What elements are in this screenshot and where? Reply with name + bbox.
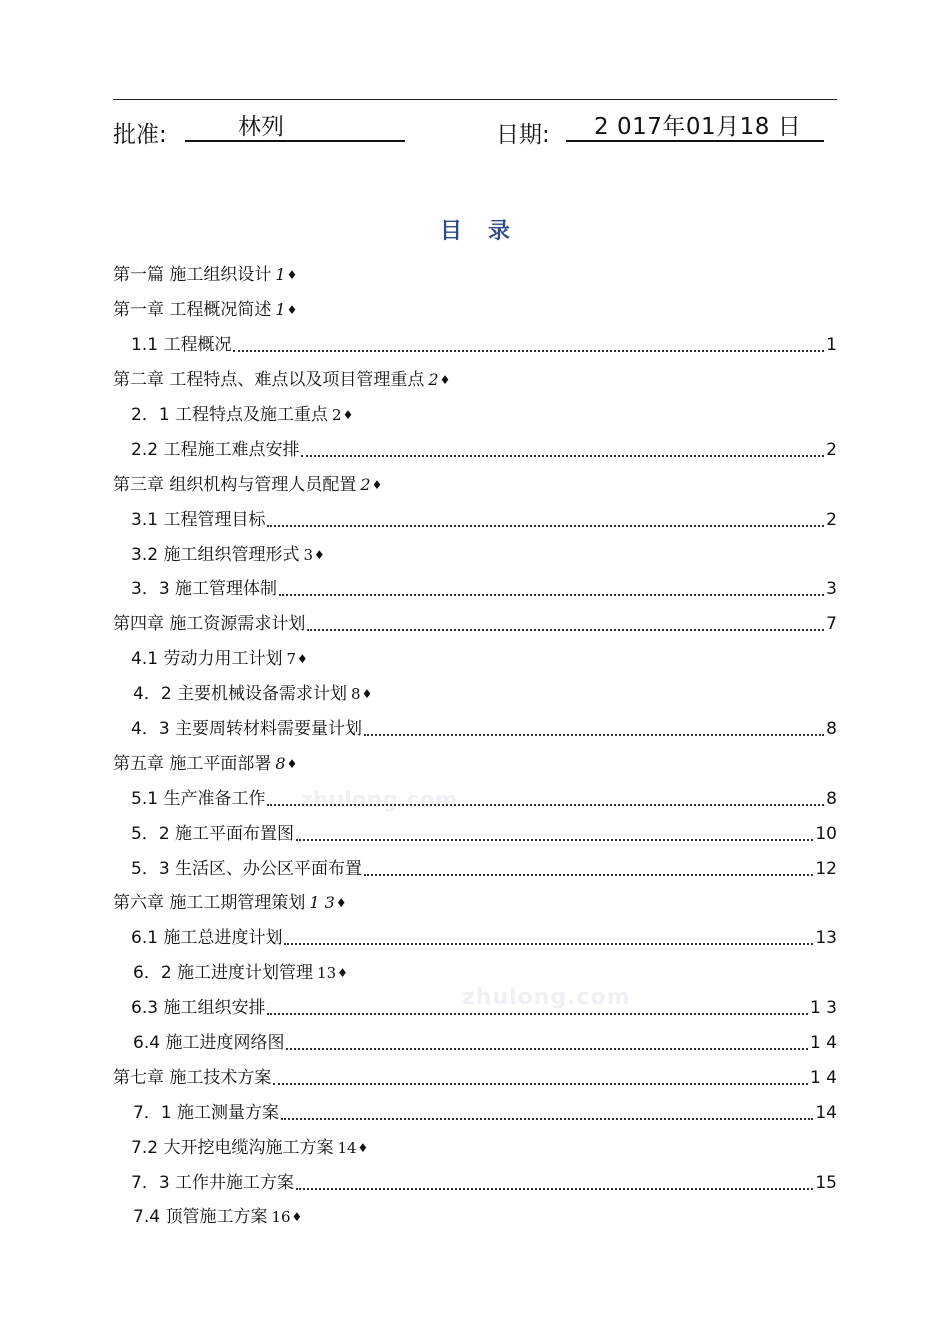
- toc-entry-page: 1 3: [809, 998, 837, 1019]
- field-marker-icon: ♦: [371, 477, 383, 492]
- approve-label: 批准:: [113, 122, 167, 148]
- toc-entry[interactable]: [113, 1165, 837, 1200]
- toc-entry[interactable]: [113, 1026, 837, 1061]
- watermark: zhulong.com: [462, 985, 631, 1010]
- toc-entry-page: 2: [826, 509, 837, 530]
- toc-leader-dots: [301, 455, 824, 457]
- toc-entry[interactable]: [113, 1095, 837, 1130]
- toc-leader-dots: [296, 839, 813, 841]
- header-rule: [113, 99, 837, 100]
- toc-entry-title: 7.4 顶管施工方案: [133, 1207, 268, 1228]
- toc-entry[interactable]: [113, 851, 837, 886]
- toc-entry-page: 12: [815, 858, 837, 879]
- field-marker-icon: ♦: [297, 652, 308, 667]
- toc-entry[interactable]: [113, 1130, 837, 1165]
- toc-entry-page: 8: [351, 685, 361, 704]
- toc-leader-dots: [284, 943, 813, 945]
- toc-entry-page: 2: [826, 439, 837, 460]
- toc-entry-title: 第一篇 施工组织设计: [113, 265, 272, 286]
- toc-entry[interactable]: [113, 956, 837, 991]
- toc-entry[interactable]: [113, 363, 837, 398]
- toc-entry-title: 第七章 施工技术方案: [113, 1067, 272, 1088]
- toc-entry-title: 4．3 主要周转材料需要量计划: [131, 719, 363, 740]
- toc-entry-page: 2: [428, 370, 439, 390]
- toc-entry-page: 1: [275, 265, 286, 285]
- toc-entry[interactable]: [113, 607, 837, 642]
- toc-leader-dots: [281, 1118, 813, 1120]
- toc-entry[interactable]: [113, 1200, 837, 1235]
- toc-entry[interactable]: [113, 467, 837, 502]
- toc-entry[interactable]: [113, 502, 837, 537]
- toc-entry[interactable]: [113, 712, 837, 747]
- toc-entry-page: 16: [271, 1208, 291, 1227]
- toc-entry-title: 6．2 施工进度计划管理: [133, 963, 314, 984]
- toc-entry[interactable]: [113, 642, 837, 677]
- toc-entry[interactable]: [113, 432, 837, 467]
- toc-entry-page: 1 4: [809, 1033, 837, 1054]
- field-marker-icon: ♦: [357, 1140, 369, 1155]
- toc-entry-title: 7．3 工作井施工方案: [131, 1172, 295, 1193]
- field-marker-icon: ♦: [291, 1210, 303, 1225]
- approval-row: [113, 112, 837, 152]
- toc-title: 目录: [439, 219, 536, 244]
- toc-entry-title: 3.1 工程管理目标: [131, 509, 266, 530]
- toc-entry-title: 第六章 施工工期管理策划: [113, 893, 306, 914]
- toc-entry[interactable]: [113, 1060, 837, 1095]
- toc-entry-page: 1: [275, 300, 286, 320]
- toc-entry[interactable]: [113, 293, 837, 328]
- date-label: 日期:: [496, 122, 550, 148]
- toc-entry-title: 6.1 施工总进度计划: [131, 928, 283, 949]
- field-marker-icon: ♦: [342, 408, 354, 422]
- toc-entry-title: 4.1 劳动力用工计划: [131, 649, 283, 670]
- toc-entry-title: 3．3 施工管理体制: [131, 579, 278, 600]
- toc-entry[interactable]: [113, 886, 837, 921]
- toc-entry[interactable]: [113, 677, 837, 712]
- date-value: 2 017年01月18 日: [566, 112, 824, 142]
- toc-leader-dots: [267, 525, 824, 527]
- toc-entry[interactable]: [113, 398, 837, 433]
- toc-entry-title: 7．1 施工测量方案: [133, 1102, 280, 1123]
- toc-entry-title: 1.1 工程概况: [131, 335, 232, 356]
- toc-entry-page: 3: [303, 545, 313, 564]
- toc-entry-title: 2．1 工程特点及施工重点: [131, 405, 329, 425]
- toc-leader-dots: [273, 1083, 808, 1085]
- toc-entry-title: 第四章 施工资源需求计划: [113, 614, 306, 635]
- toc-leader-dots: [286, 1048, 808, 1050]
- toc-entry-title: 第五章 施工平面部署: [113, 753, 272, 774]
- toc-entry-page: 14: [815, 1102, 837, 1123]
- toc-entry[interactable]: [113, 328, 837, 363]
- toc-entry-page: 15: [815, 1172, 837, 1193]
- field-marker-icon: ♦: [439, 373, 451, 388]
- toc-leader-dots: [364, 734, 824, 736]
- toc-leader-dots: [364, 874, 813, 876]
- field-marker-icon: ♦: [335, 896, 347, 911]
- field-marker-icon: ♦: [314, 547, 325, 562]
- toc-entry-page: 7: [826, 614, 837, 635]
- toc-entry-title: 4．2 主要机械设备需求计划: [133, 684, 348, 705]
- toc-entry-page: 13: [815, 928, 837, 949]
- toc-entry-title: 6.4 施工进度网络图: [133, 1033, 285, 1054]
- toc-entry-page: 2: [360, 474, 371, 494]
- toc-leader-dots: [267, 804, 824, 806]
- toc-entry-page: 8: [826, 788, 837, 809]
- field-marker-icon: ♦: [286, 268, 298, 283]
- toc-entry[interactable]: [113, 258, 837, 293]
- toc-entry[interactable]: [113, 781, 837, 816]
- field-marker-icon: ♦: [337, 966, 348, 981]
- toc-entry-title: 5．3 生活区、办公区平面布置: [131, 858, 363, 879]
- toc-entry-title: 6.3 施工组织安排: [131, 998, 266, 1019]
- toc-entry-page: 3: [826, 579, 837, 600]
- toc-entry[interactable]: [113, 537, 837, 572]
- toc-entry-title: 5.1 生产准备工作: [131, 788, 266, 809]
- toc-entry-page: 8: [826, 719, 837, 740]
- toc-entry-title: 5．2 施工平面布置图: [131, 823, 295, 844]
- toc-leader-dots: [267, 1013, 808, 1015]
- toc-leader-dots: [233, 350, 824, 352]
- toc-entry-page: 1 3: [309, 893, 335, 913]
- toc-entry-page: 7: [286, 650, 296, 669]
- toc-entry-page: 1: [826, 335, 837, 356]
- toc-leader-dots: [296, 1188, 813, 1190]
- watermark: zhulong.com: [300, 788, 458, 813]
- toc-entry-title: 2.2 工程施工难点安排: [131, 439, 300, 460]
- toc-entry-title: 第二章 工程特点、难点以及项目管理重点: [113, 370, 425, 391]
- toc-entry[interactable]: [113, 746, 837, 781]
- toc-leader-dots: [279, 594, 824, 596]
- toc-entry-page: 8: [275, 753, 286, 773]
- toc-entry-title: 第一章 工程概况简述: [113, 300, 272, 321]
- toc-entry-page: 1 4: [809, 1067, 837, 1088]
- approve-value: 林列: [185, 112, 405, 142]
- toc-entry-page: 10: [815, 823, 837, 844]
- toc-entry-page: 13: [317, 964, 337, 983]
- toc-entry[interactable]: [113, 991, 837, 1026]
- toc-entry[interactable]: [113, 572, 837, 607]
- toc-entry-page: 2: [332, 406, 342, 424]
- toc-entry-title: 第三章 组织机构与管理人员配置: [113, 474, 357, 495]
- table-of-contents: [113, 258, 837, 1235]
- toc-entry-title: 7.2 大开挖电缆沟施工方案: [131, 1137, 334, 1158]
- field-marker-icon: ♦: [286, 756, 298, 771]
- toc-entry[interactable]: [113, 816, 837, 851]
- field-marker-icon: ♦: [361, 687, 373, 702]
- toc-leader-dots: [307, 629, 824, 631]
- toc-entry[interactable]: [113, 921, 837, 956]
- field-marker-icon: ♦: [286, 303, 298, 318]
- toc-entry-page: 14: [337, 1138, 357, 1157]
- toc-entry-title: 3.2 施工组织管理形式: [131, 544, 300, 565]
